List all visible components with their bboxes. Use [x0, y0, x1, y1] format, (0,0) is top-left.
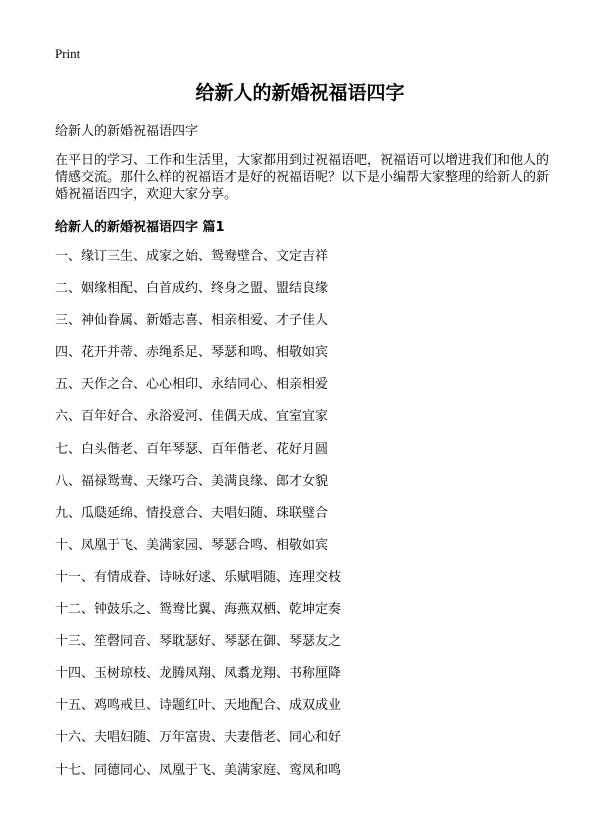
document-subtitle: 给新人的新婚祝福语四字 — [55, 124, 199, 139]
list-item: 九、瓜瓞延绵、情投意合、夫唱妇随、珠联璧合 — [55, 505, 329, 521]
intro-paragraph: 在平日的学习、工作和生活里，大家都用到过祝福语吧，祝福语可以增进我们和他人的情感交流。那什么样的祝福语才是好的祝福语呢？以下是小编帮大家整理的给新人的新婚祝福语四字，欢迎大家分享。 — [55, 153, 550, 202]
list-item: 八、福禄鸳鸯、天缘巧合、美满良缘、郎才女貌 — [55, 473, 329, 489]
list-item: 三、神仙眷属、新婚志喜、相亲相爱、才子佳人 — [55, 313, 329, 329]
page-title: 给新人的新婚祝福语四字 — [195, 82, 405, 104]
list-item: 十、凤凰于飞、美满家园、琴瑟合鸣、相敬如宾 — [55, 537, 329, 553]
blessing-list — [55, 248, 341, 794]
print-link[interactable]: Print — [55, 46, 81, 61]
list-item: 一、缘订三生、成家之始、鸳鸯壁合、文定吉祥 — [55, 249, 329, 264]
list-item: 十五、鸡鸣戒旦、诗题红叶、天地配合、成双成业 — [55, 698, 342, 714]
list-item: 二、姻缘相配、白首成约、终身之盟、盟结良缘 — [55, 281, 329, 297]
list-item: 十六、夫唱妇随、万年富贵、夫妻偕老、同心和好 — [55, 730, 342, 746]
list-item: 六、百年好合、永浴爱河、佳偶天成、宜室宜家 — [55, 409, 329, 425]
list-item: 七、白头偕老、百年琴瑟、百年偕老、花好月圆 — [55, 441, 329, 457]
list-item: 十一、有情成眷、诗咏好逑、乐赋唱随、连理交枝 — [55, 569, 342, 585]
list-item: 四、花开并蒂、赤绳系足、琴瑟和鸣、相敬如宾 — [55, 345, 329, 361]
list-item: 十七、同德同心、凤凰于飞、美满家庭、鸾凤和鸣 — [55, 762, 342, 778]
list-item: 十四、玉树琼枝、龙腾凤翔、凤翥龙翔、书称厘降 — [55, 666, 342, 682]
list-item: 十三、笙磬同音、琴耽瑟好、琴瑟在御、琴瑟友之 — [55, 634, 342, 650]
list-item: 十二、钟鼓乐之、鸳鸯比翼、海燕双栖、乾坤定奏 — [55, 602, 342, 618]
list-item: 五、天作之合、心心相印、永结同心、相亲相爱 — [55, 377, 329, 393]
section-heading: 给新人的新婚祝福语四字 篇1 — [55, 220, 225, 235]
